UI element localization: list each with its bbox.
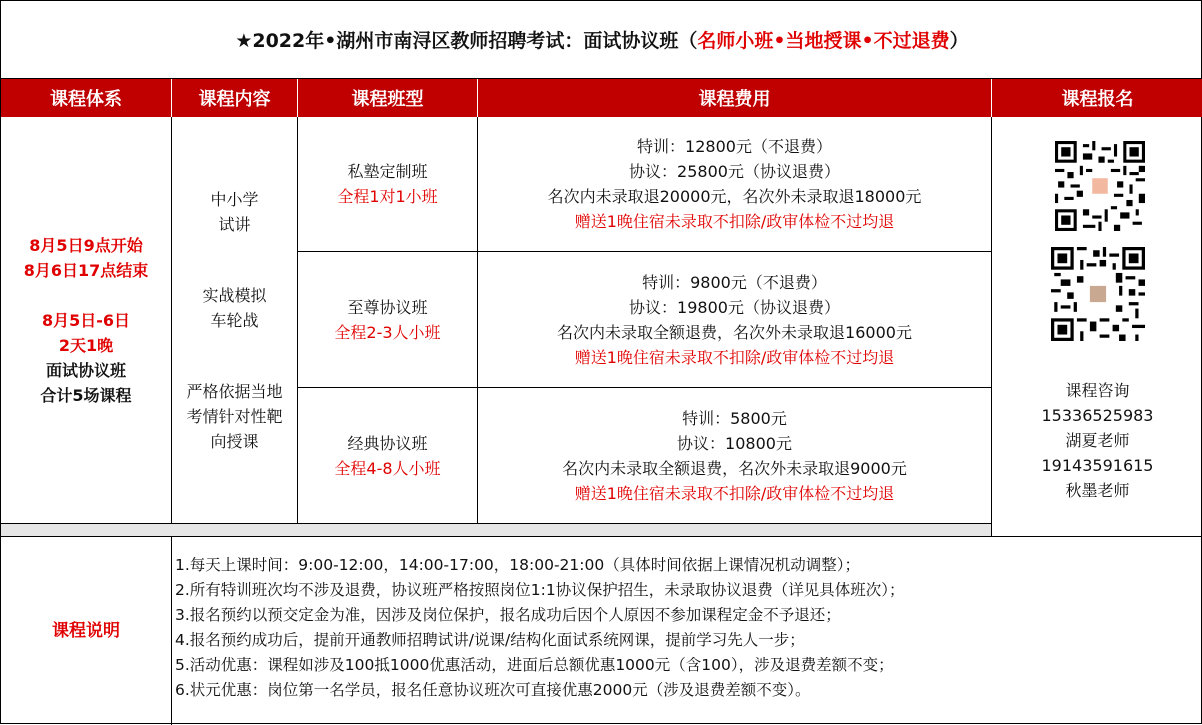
header-system: 课程体系 xyxy=(1,79,172,117)
title-main: ★2022年•湖州市南浔区教师招聘考试：面试协议班（ xyxy=(235,30,698,52)
fees-supreme: 特训：9800元（不退费） 协议：19800元（协议退费） 名次内未录取全额退费，名次外未录取退16000元 赠送1晚住宿未录取不扣除/政审体检不过均退 xyxy=(557,272,912,367)
page-title xyxy=(1,1,1202,79)
consult-info xyxy=(992,377,1202,503)
header-fees: 课程费用 xyxy=(478,79,992,117)
class-type-private: 私塾定制班 全程1对1小班 xyxy=(337,162,438,206)
header-signup: 课程报名 xyxy=(992,79,1202,117)
duration: 2天1晚 xyxy=(58,335,114,355)
note-item: 3.报名预约以预交定金为准，因涉及岗位保护，报名成功后因个人原因不参加课程定金不予退还； xyxy=(175,606,841,624)
course-system-cell xyxy=(1,117,171,523)
title-close: ） xyxy=(949,30,969,52)
note-item: 6.状元优惠：岗位第一名学员，报名任意协议班次可直接优惠2000元（涉及退费差额不变）。 xyxy=(175,681,811,699)
class-type-classic: 经典协议班 全程4-8人小班 xyxy=(334,433,441,478)
fees-classic: 特训：5800元 协议：10800元 名次内未录取全额退费，名次外未录取退9000元 赠送1晚住宿未录取不扣除/政审体检不过均退 xyxy=(562,408,907,503)
course-content-cell xyxy=(172,117,297,523)
end-time: 8月6日17点结束 xyxy=(23,260,149,280)
class-label: 面试协议班 xyxy=(45,360,126,380)
header-class-type: 课程班型 xyxy=(298,79,478,117)
qr-code-icon[interactable] xyxy=(1051,247,1145,341)
fees-private: 特训：12800元（不退费） 协议：25800元（协议退费） 名次内未录取退20000元，名次外未录取退18000元 赠送1晚住宿未录取不扣除/政审体检不过均退 xyxy=(547,137,922,231)
title-highlight: 名师小班•当地授课•不过退费 xyxy=(697,30,950,52)
consult-label: 课程咨询 xyxy=(1065,380,1130,400)
phone-1[interactable]: 15336525983 xyxy=(1041,405,1154,425)
course-count: 合计5场课程 xyxy=(40,385,132,405)
note-item: 4.报名预约成功后，提前开通教师招聘试讲/说课/结构化面试系统网课，提前学习先人一步； xyxy=(175,631,805,649)
teacher-1: 湖夏老师 xyxy=(1065,430,1130,450)
teacher-2: 秋墨老师 xyxy=(1065,480,1130,500)
phone-2[interactable]: 19143591615 xyxy=(1041,455,1154,475)
qr-code-icon[interactable] xyxy=(1055,141,1145,231)
header-content: 课程内容 xyxy=(172,79,298,117)
content-item-targeted: 严格依据当地 考情针对性靶 向授课 xyxy=(186,381,283,451)
date-range: 8月5日-6日 xyxy=(41,310,131,330)
notes-label: 课程说明 xyxy=(52,620,120,641)
content-item-trial: 中小学 试讲 xyxy=(210,189,259,234)
notes-list xyxy=(175,553,905,703)
note-item: 2.所有特训班次均不涉及退费，协议班严格按照岗位1:1协议保护招生，未录取协议退费（详见具体班次）； xyxy=(175,581,905,599)
start-time: 8月5日9点开始 xyxy=(29,235,143,255)
note-item: 5.活动优惠：课程如涉及100抵1000优惠活动，进面后总额优惠1000元（含100），涉及退费差额不变； xyxy=(175,656,894,674)
note-item: 1.每天上课时间：9:00-12:00，14:00-17:00，18:00-21:00（具体时间依据上课情况机动调整）； xyxy=(175,556,860,574)
class-type-supreme: 至尊协议班 全程2-3人小班 xyxy=(334,297,441,342)
content-item-mock: 实战模拟 车轮战 xyxy=(202,285,267,330)
